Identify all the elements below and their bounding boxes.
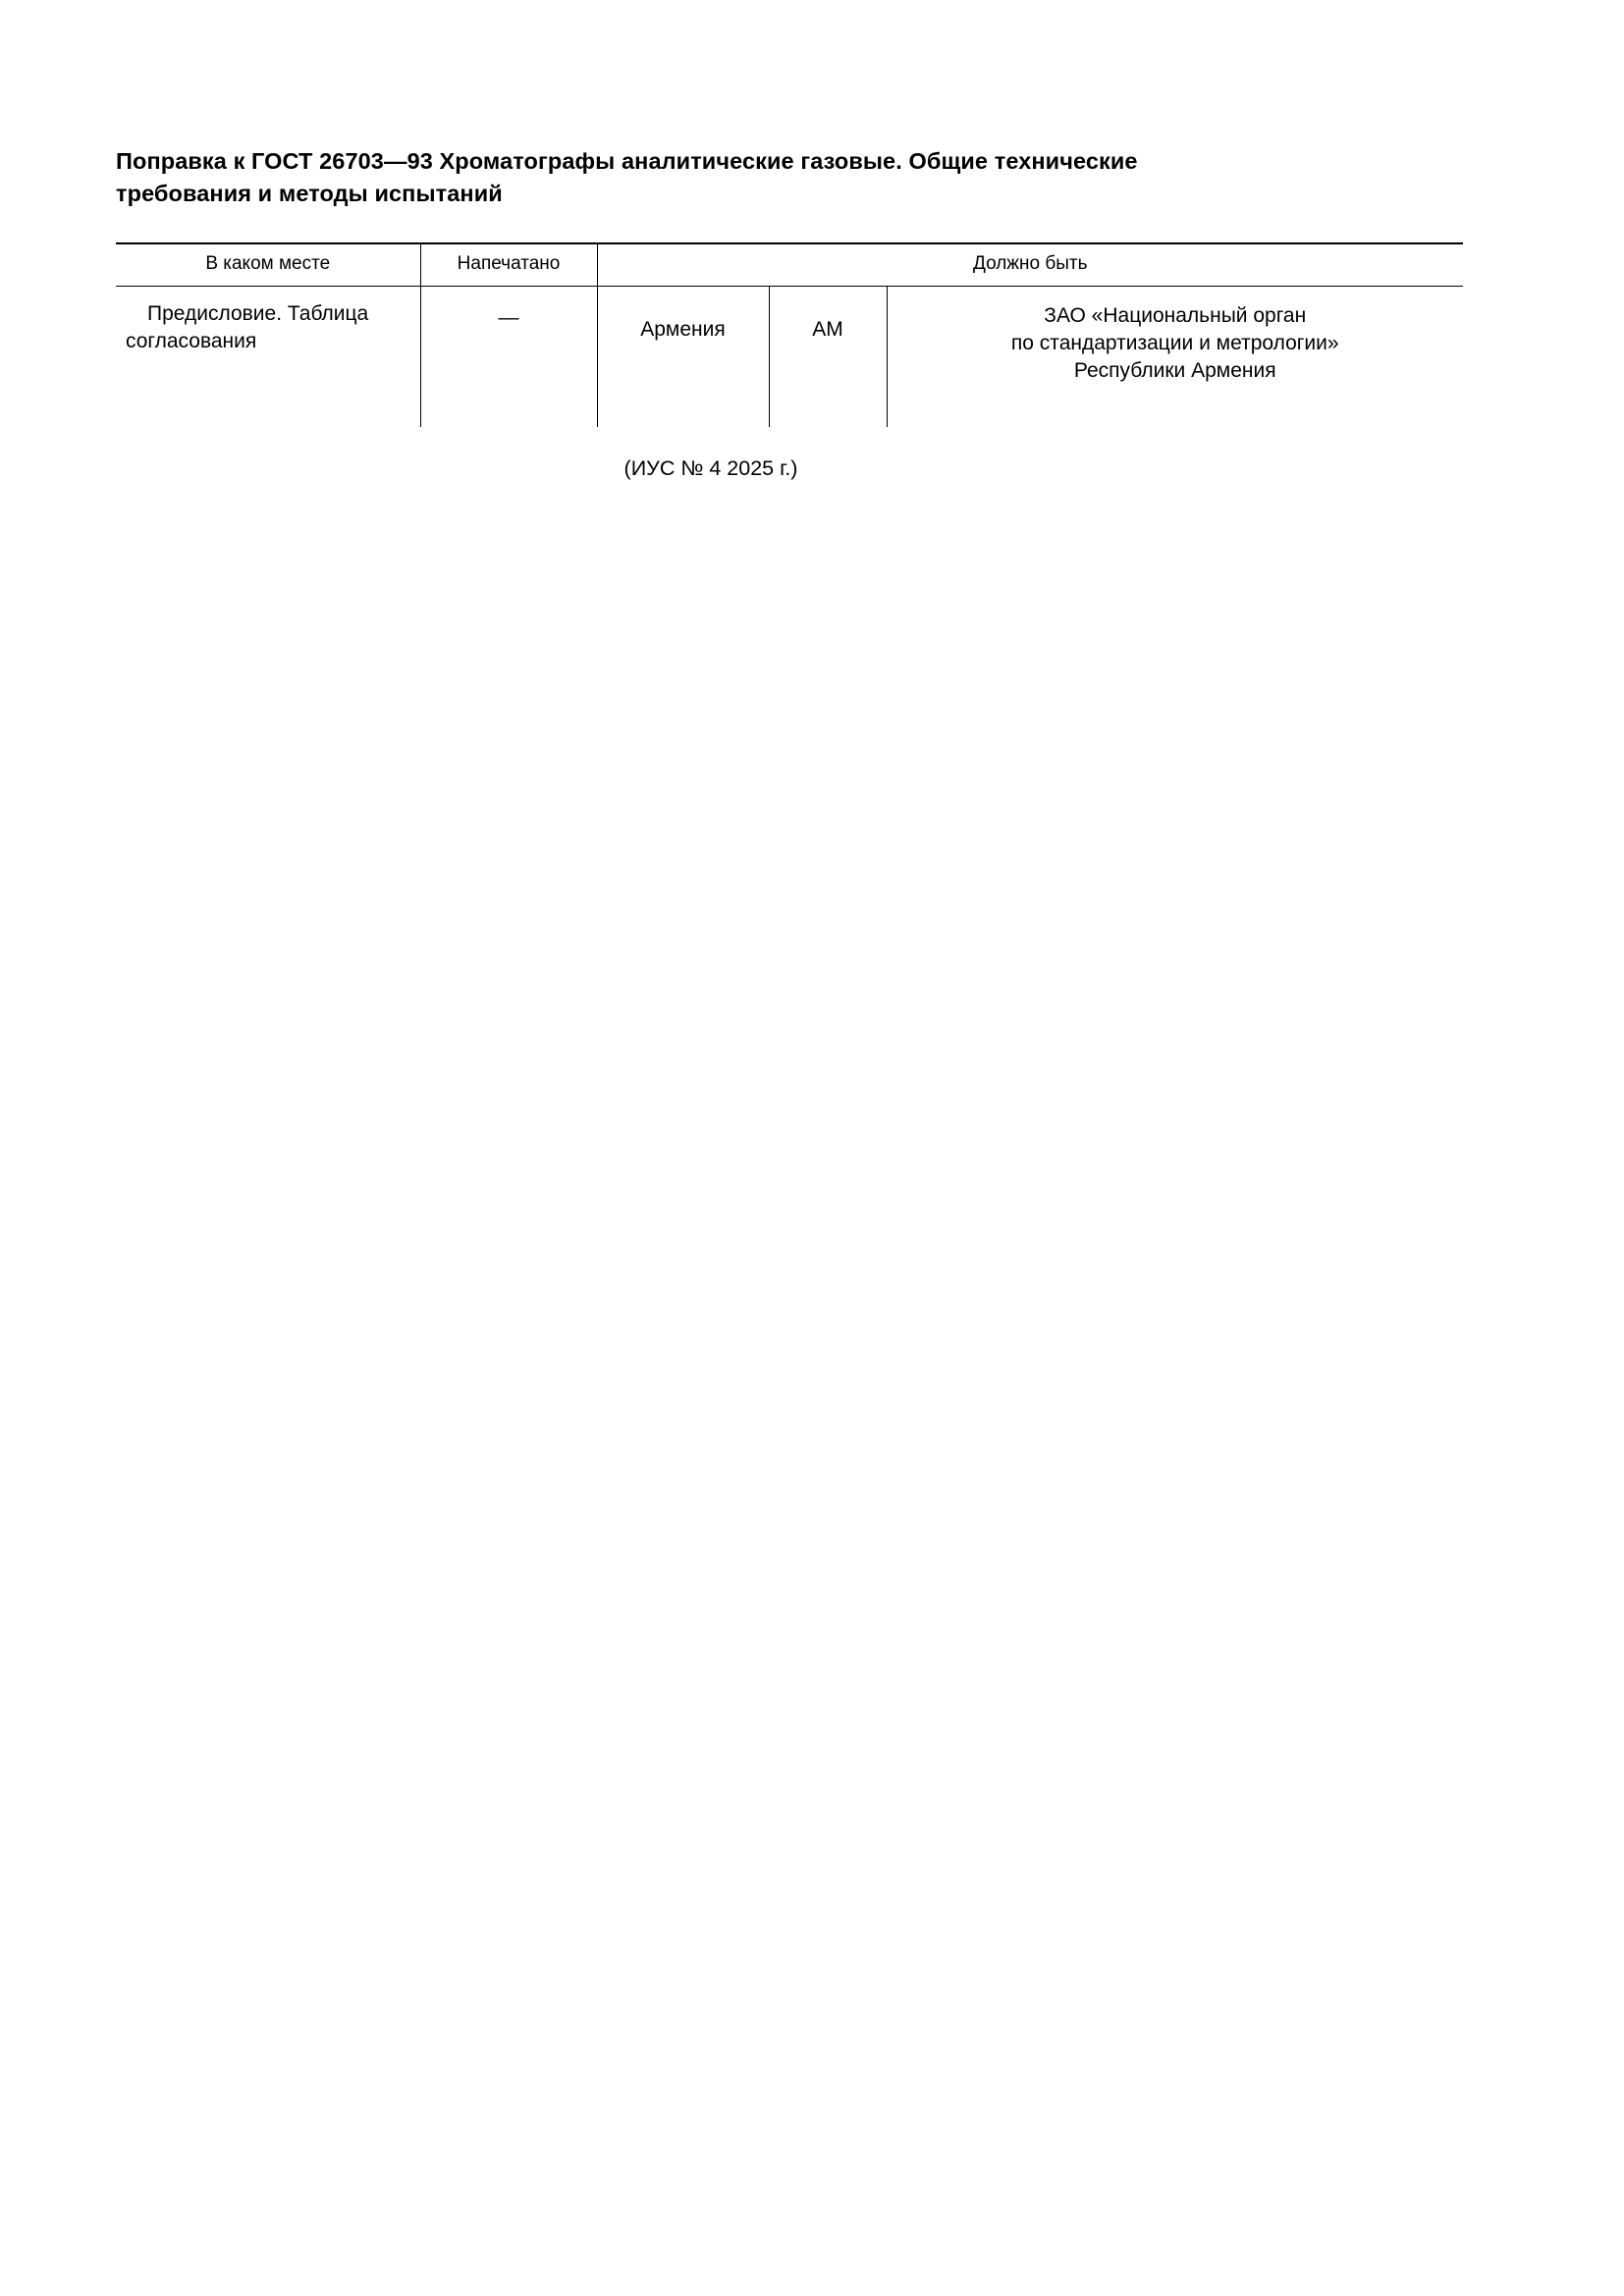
cell-country: Армения — [597, 286, 769, 427]
correction-table — [116, 242, 1463, 427]
bulletin-reference: (ИУС № 4 2025 г.) — [623, 455, 798, 480]
column-header-printed: Напечатано — [420, 244, 597, 287]
cell-country-code: AM — [769, 286, 887, 427]
column-header-place: В каком месте — [116, 244, 420, 287]
page-title-line-1: Поправка к ГОСТ 26703—93 Хроматографы аналитические газовые. Общие технические — [116, 148, 1138, 174]
cell-printed-value: — — [498, 305, 519, 329]
table-row — [116, 286, 1463, 427]
cell-organization-line-1: ЗАО «Национальный орган — [1044, 303, 1307, 327]
cell-printed — [420, 286, 597, 427]
cell-place — [116, 286, 420, 427]
cell-organization — [887, 286, 1463, 427]
page-title-line-2: требования и методы испытаний — [116, 181, 503, 207]
document-content — [116, 145, 1463, 481]
page-title — [116, 145, 1463, 211]
cell-organization-line-3: Республики Армения — [1073, 359, 1276, 383]
cell-place-line-1: Предисловие. Таблица — [147, 301, 369, 325]
cell-organization-line-2: по стандартизации и метрологии» — [1010, 332, 1339, 355]
cell-place-line-2: согласования — [126, 329, 257, 352]
column-header-should-be: Должно быть — [597, 244, 1463, 287]
table-header-row — [116, 244, 1463, 287]
